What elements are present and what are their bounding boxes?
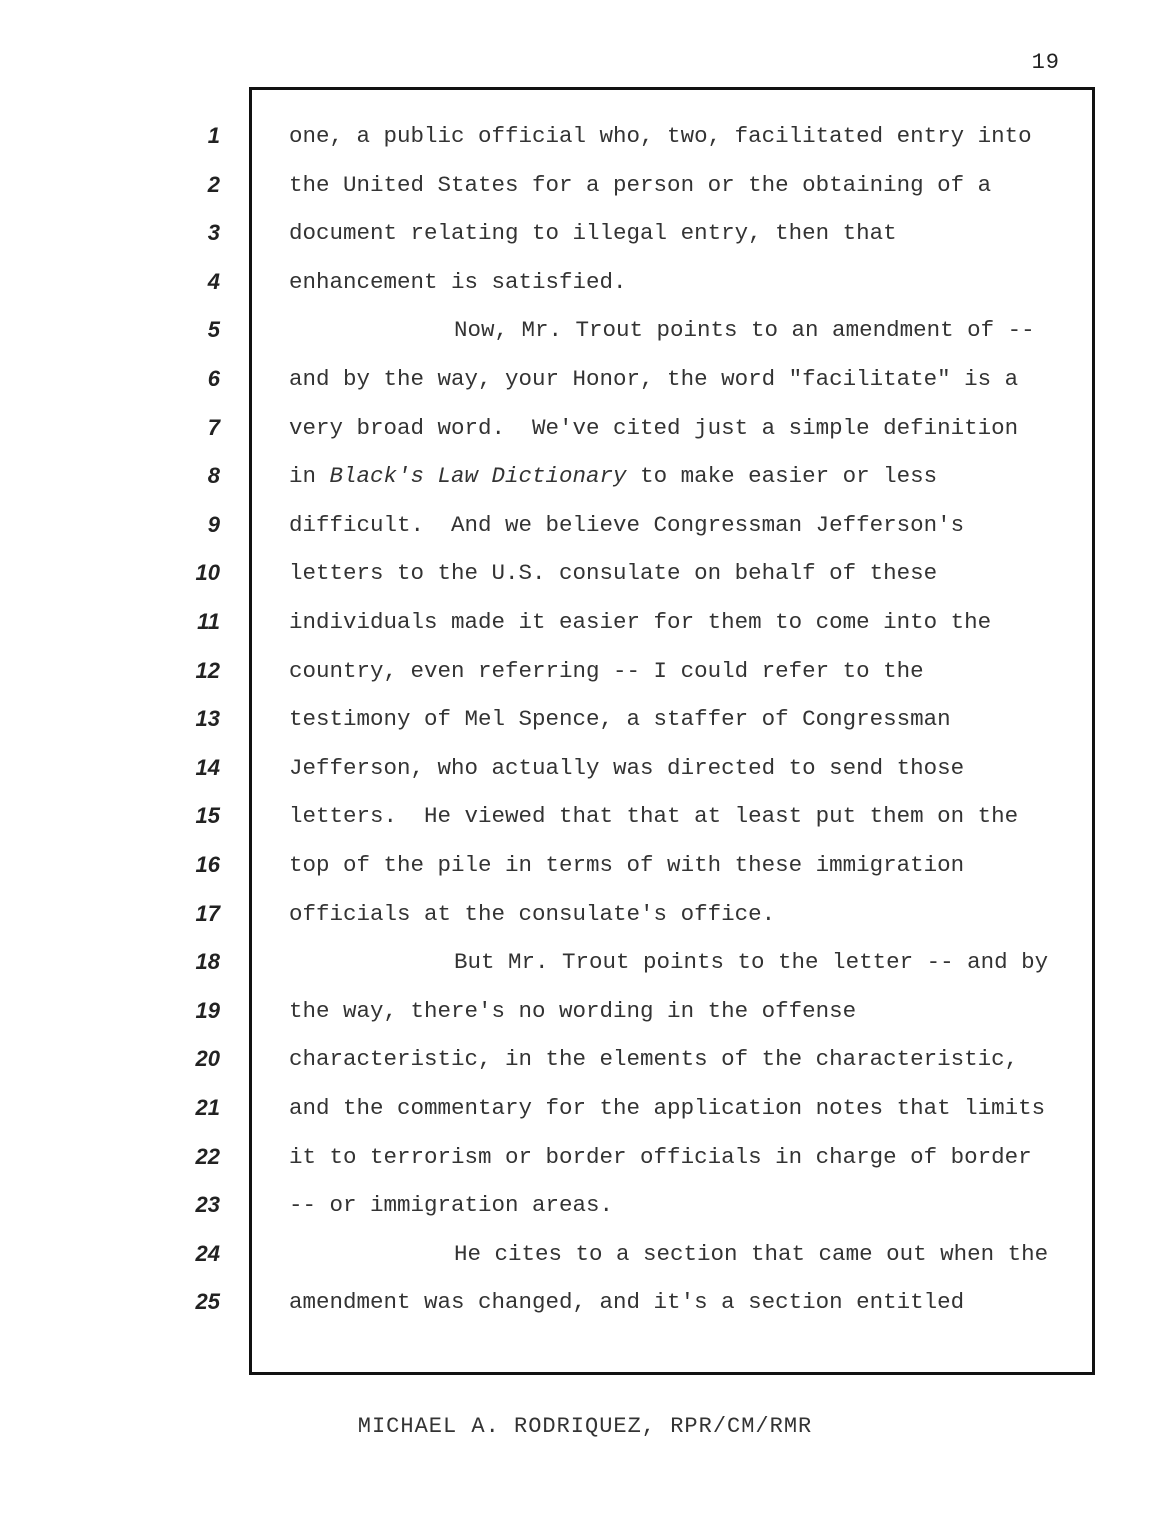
line-number: 10	[195, 560, 220, 585]
transcript-line: and the commentary for the application notes that limits	[289, 1095, 1046, 1121]
line-number: 11	[197, 609, 220, 634]
line-number: 6	[207, 366, 220, 391]
line-text-prefix: in	[289, 463, 330, 489]
transcript-line: amendment was changed, and it's a section entitled	[289, 1289, 965, 1315]
line-number: 4	[207, 269, 220, 294]
transcript-line: enhancement is satisfied.	[289, 269, 627, 295]
transcript-line: individuals made it easier for them to come into the	[289, 609, 992, 635]
line-number: 13	[195, 706, 220, 731]
transcript-line: letters. He viewed that that at least put them on the	[289, 803, 1019, 829]
transcript-line: the United States for a person or the obtaining of a	[289, 172, 992, 198]
line-number: 16	[195, 852, 220, 877]
reporter-footer: MICHAEL A. RODRIQUEZ, RPR/CM/RMR	[357, 1414, 813, 1439]
line-number: 24	[195, 1241, 220, 1266]
transcript-line: testimony of Mel Spence, a staffer of Congressman	[289, 706, 951, 732]
line-number: 15	[195, 803, 220, 828]
line-number: 8	[207, 463, 220, 488]
transcript-line: document relating to illegal entry, then that	[289, 220, 897, 246]
line-number: 18	[195, 949, 220, 974]
transcript-line: country, even referring -- I could refer to the	[289, 658, 924, 684]
transcript-line: one, a public official who, two, facilitated entry into	[289, 123, 1032, 149]
line-number: 7	[207, 415, 220, 440]
transcript-line: very broad word. We've cited just a simple definition	[289, 415, 1019, 441]
transcript-line: But Mr. Trout points to the letter -- and by	[454, 949, 1049, 975]
line-number: 25	[195, 1289, 220, 1314]
transcript-line: Jefferson, who actually was directed to send those	[289, 755, 965, 781]
line-number: 9	[207, 512, 220, 537]
transcript-line: it to terrorism or border officials in charge of border	[289, 1144, 1032, 1170]
line-number: 22	[195, 1144, 220, 1169]
line-text-suffix: to make easier or less	[626, 463, 938, 489]
transcript-line: characteristic, in the elements of the characteristic,	[289, 1046, 1019, 1072]
citation-italic: Black's Law Dictionary	[329, 463, 627, 489]
transcript-line	[289, 463, 937, 489]
transcript-line: -- or immigration areas.	[289, 1192, 614, 1218]
line-number: 23	[195, 1192, 220, 1217]
line-number: 3	[207, 220, 220, 245]
line-number: 12	[195, 658, 220, 683]
page-number: 19	[1031, 50, 1060, 75]
line-number: 21	[195, 1095, 220, 1120]
line-number: 1	[207, 123, 220, 148]
transcript-line: and by the way, your Honor, the word "facilitate" is a	[289, 366, 1019, 392]
line-number: 14	[195, 755, 220, 780]
line-number: 2	[207, 172, 220, 197]
transcript-line: letters to the U.S. consulate on behalf of these	[289, 560, 938, 586]
transcript-line: He cites to a section that came out when the	[454, 1241, 1049, 1267]
line-number: 20	[195, 1046, 220, 1071]
line-number: 5	[207, 317, 220, 342]
transcript-line: officials at the consulate's office.	[289, 901, 776, 927]
line-number: 19	[195, 998, 220, 1023]
transcript-line: Now, Mr. Trout points to an amendment of --	[454, 317, 1035, 343]
transcript-line: difficult. And we believe Congressman Jefferson's	[289, 512, 965, 538]
line-number: 17	[195, 901, 220, 926]
transcript-line: the way, there's no wording in the offense	[289, 998, 857, 1024]
transcript-line: top of the pile in terms of with these immigration	[289, 852, 965, 878]
